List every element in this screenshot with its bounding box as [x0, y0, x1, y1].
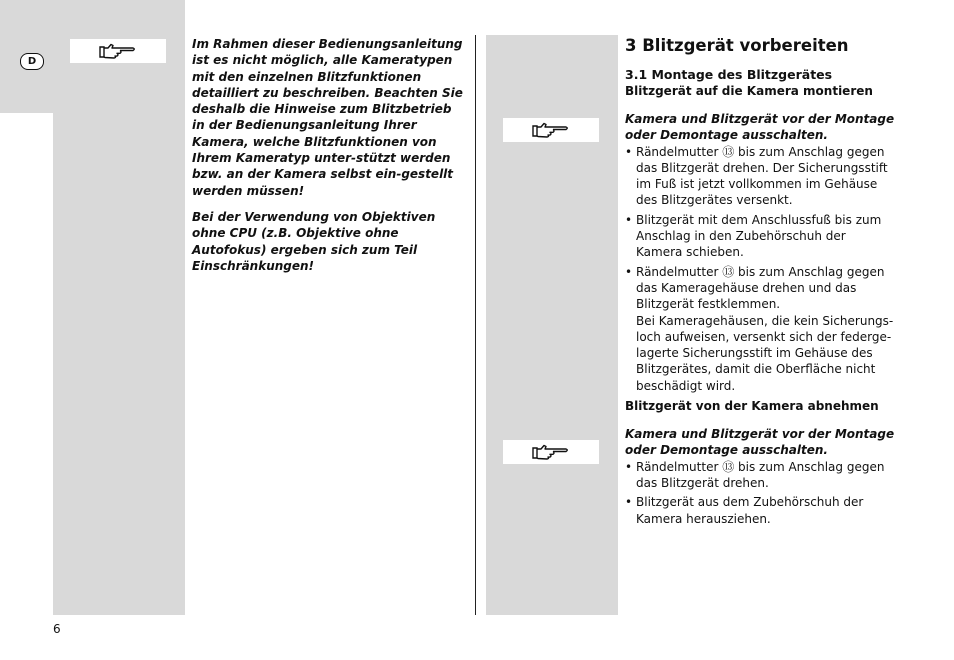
list-item	[625, 144, 895, 209]
step-extra-text: Bei Kameragehäusen, die kein Sicherungs-loch aufweisen, versenkt sich der federge-lagerte Sicherungsstift im Gehäuse des Blitzgerätes, damit die Oberfläche nicht beschädigt wird.	[636, 313, 894, 393]
list-item	[625, 494, 895, 527]
note-marker-1	[70, 39, 166, 63]
step-text: Rändelmutter ⑬ bis zum Anschlag gegen das Blitzgerät drehen.	[636, 459, 885, 490]
mount-heading: Blitzgerät auf die Kamera montieren	[625, 84, 873, 98]
note-marker-2	[503, 118, 599, 142]
note-marker-3	[503, 440, 599, 464]
language-badge: D	[20, 53, 44, 70]
step-text: Blitzgerät mit dem Anschlussfuß bis zum Anschlag in den Zubehörschuh der Kamera schieben.	[636, 212, 882, 260]
remove-note: Kamera und Blitzgerät vor der Montage oder Demontage ausschalten.	[625, 427, 895, 458]
column-divider	[475, 35, 476, 615]
pointing-hand-icon	[98, 42, 138, 60]
list-item	[625, 264, 895, 394]
step-text: Blitzgerät aus dem Zubehörschuh der Kamera herausziehen.	[636, 495, 864, 526]
left-text-column	[192, 36, 468, 274]
left-note-column-bg	[53, 0, 185, 615]
page-number: 6	[53, 622, 61, 636]
section-title: 3.1 Montage des Blitzgerätes	[625, 67, 833, 82]
mount-steps	[625, 144, 895, 394]
note-paragraph: Bei der Verwendung von Objektiven ohne CPU (z.B. Objektive ohne Autofokus) ergeben sich zum Teil Einschränkungen!	[192, 209, 436, 273]
step-text: Rändelmutter ⑬ bis zum Anschlag gegen das Kameragehäuse drehen und das Blitzgerät festklemmen.	[636, 264, 885, 312]
remove-steps	[625, 459, 895, 527]
step-text: Rändelmutter ⑬ bis zum Anschlag gegen das Blitzgerät drehen. Der Sicherungsstift im Fuß ist jetzt vollkommen im Gehäuse des Blitzgerätes versenkt.	[636, 144, 888, 208]
chapter-title: 3 Blitzgerät vorbereiten	[625, 36, 849, 55]
list-item	[625, 212, 895, 261]
pointing-hand-icon	[531, 121, 571, 139]
note-paragraph: Im Rahmen dieser Bedienungsanleitung ist es nicht möglich, alle Kameratypen mit den einzelnen Blitzfunktionen detailliert zu beschreiben. Beachten Sie deshalb die Hinweise zum Blitzbetrieb in der Bedienungsanleitung Ihrer Kamera, welche Blitzfunktionen von Ihrem Kameratyp unter-stützt werden bzw. an der Kamera selbst ein-gestellt werden müssen!	[192, 37, 463, 198]
remove-heading: Blitzgerät von der Kamera abnehmen	[625, 399, 879, 414]
right-text-column	[625, 36, 895, 527]
pointing-hand-icon	[531, 443, 571, 461]
list-item	[625, 459, 895, 492]
mount-note: Kamera und Blitzgerät vor der Montage oder Demontage ausschalten.	[625, 112, 895, 143]
